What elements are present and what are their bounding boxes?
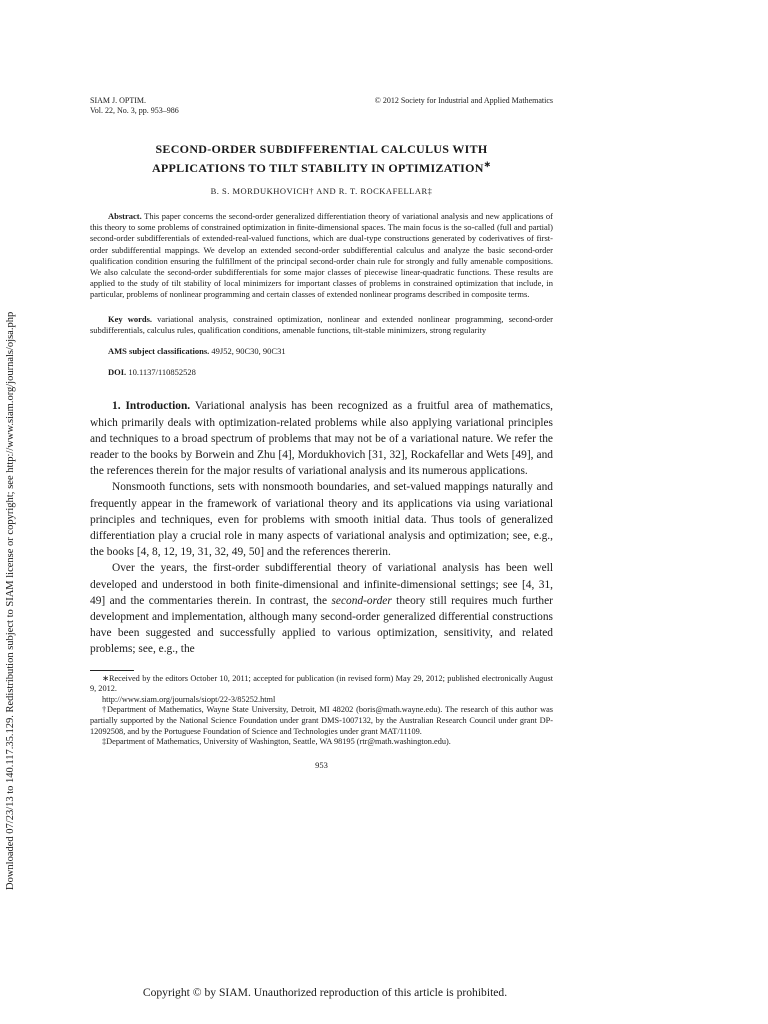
footnote-rule <box>90 670 134 671</box>
footnote-received: ∗Received by the editors October 10, 2011; accepted for publication (in revised form) May 29, 2012; published electronically August 9, 2012. <box>90 673 553 694</box>
keywords-text: variational analysis, constrained optimization, nonlinear and extended nonlinear programming, second-order subdifferentials, calculus rules, qualification conditions, amenable functions, tilt-stable minimizers, strong regularity <box>90 313 553 335</box>
journal-name: SIAM J. OPTIM. <box>90 96 147 105</box>
footnote-ddagger: ‡Department of Mathematics, University of Washington, Seattle, WA 98195 (rtr@math.washington.edu). <box>102 737 451 747</box>
emphasis-second-order: second-order <box>331 594 392 607</box>
paragraph-2: Nonsmooth functions, sets with nonsmooth boundaries, and set-valued mappings naturally and frequently appear in the framework of variational theory and its applications via using variational principles and techniques, even for problems with smooth initial data. Thus tools of generalized differentiation play a crucial role in many aspects of variational analysis and optimization; see, e.g., the books [4, 8, 12, 19, 31, 32, 49, 50] and the references thererin. <box>90 481 553 559</box>
abstract-label: Abstract. <box>108 211 142 221</box>
running-head <box>90 96 553 120</box>
ams-label: AMS subject classifications. <box>108 346 210 357</box>
title-line-2: APPLICATIONS TO TILT STABILITY IN OPTIMIZATION∗ <box>151 160 492 175</box>
paragraph-1-text: Variational analysis has been recognized as a fruitful area of mathematics, which primarily deals with optimization-related problems while also applying variational principles and techniques to a broad spectrum of problems that may not be of a variational nature. We refer the reader to the books by Borwein and Zhu [4], Mordukhovich [31, 32], Rockafellar and Wets [49], and the references therein for the major results of variational analysis and its numerous applications. <box>90 400 553 478</box>
footnotes <box>90 674 553 748</box>
journal-volume: Vol. 22, No. 3, pp. 953–986 <box>90 105 179 115</box>
journal-info <box>90 96 179 115</box>
keywords <box>90 314 553 336</box>
download-notice: Downloaded 07/23/13 to 140.117.35.129. Redistribution subject to SIAM license or copyright; see http://www.siam.org/journals/ojsa.php <box>5 311 16 890</box>
title-line-1: SECOND-ORDER SUBDIFFERENTIAL CALCULUS WITH <box>155 142 488 156</box>
paragraph-3: Over the years, the first-order subdifferential theory of variational analysis has been well developed and understood in both finite-dimensional and infinite-dimensional settings; see [4, 31, 49] and the commentaries therein. In contrast, the second-order theory still requires much further development and implementation, although many second-order generalized differential constructions have been suggested and successfully applied to various optimization, sensitivity, and related problems; see, e.g., the <box>90 562 553 656</box>
authors: B. S. MORDUKHOVICH† AND R. T. ROCKAFELLAR‡ <box>210 186 433 196</box>
body-text <box>90 398 553 657</box>
paper-page <box>90 96 553 770</box>
abstract-text: This paper concerns the second-order generalized differentiation theory of variational analysis and new applications of this theory to some problems of constrained optimization in finite-dimensional spaces. The main focus is the so-called (full and partial) second-order subdifferentials of extended-real-valued functions, which are dual-type constructions generated by coderivatives of first-order subdifferential mappings. We develop an extended second-order subdifferential calculus and analyze the basic second-order qualification condition ensuring the fulfillment of the principal second-order chain rule for strongly and fully amenable compositions. We also calculate the second-order subdifferentials for some major classes of piecewise linear-quadratic functions. These results are applied to the study of tilt stability of local minimizers for important classes of problems in constrained optimization that include, in particular, problems of nonlinear programming and certain classes of extended nonlinear programs described in composite terms. <box>90 211 553 300</box>
paragraph-1 <box>90 398 553 479</box>
ams-classifications <box>90 346 553 357</box>
section-heading: 1. Introduction. <box>112 400 191 413</box>
paper-title <box>90 142 553 176</box>
footnote-dagger: †Department of Mathematics, Wayne State University, Detroit, MI 48202 (boris@math.wayne.edu). The research of this author was partially supported by the National Science Foundation under grant DMS-1007132, by the Australian Research Council under grant DP-12092508, and by the Portuguese Foundation of Science and Technologies under grant MAT/11109. <box>90 705 553 736</box>
keywords-label: Key words. <box>108 313 153 324</box>
title-footnote-mark: ∗ <box>483 160 492 169</box>
footnote-url: http://www.siam.org/journals/siopt/22-3/85252.html <box>102 694 276 704</box>
ams-text: 49J52, 90C30, 90C31 <box>211 346 286 357</box>
society-copyright: © 2012 Society for Industrial and Applied Mathematics <box>374 96 553 105</box>
abstract <box>90 211 553 301</box>
doi-label: DOI. <box>108 367 127 378</box>
doi <box>90 367 553 378</box>
bottom-copyright: Copyright © by SIAM. Unauthorized reproduction of this article is prohibited. <box>142 986 508 999</box>
doi-text: 10.1137/110852528 <box>128 367 196 378</box>
page-number: 953 <box>315 759 328 770</box>
